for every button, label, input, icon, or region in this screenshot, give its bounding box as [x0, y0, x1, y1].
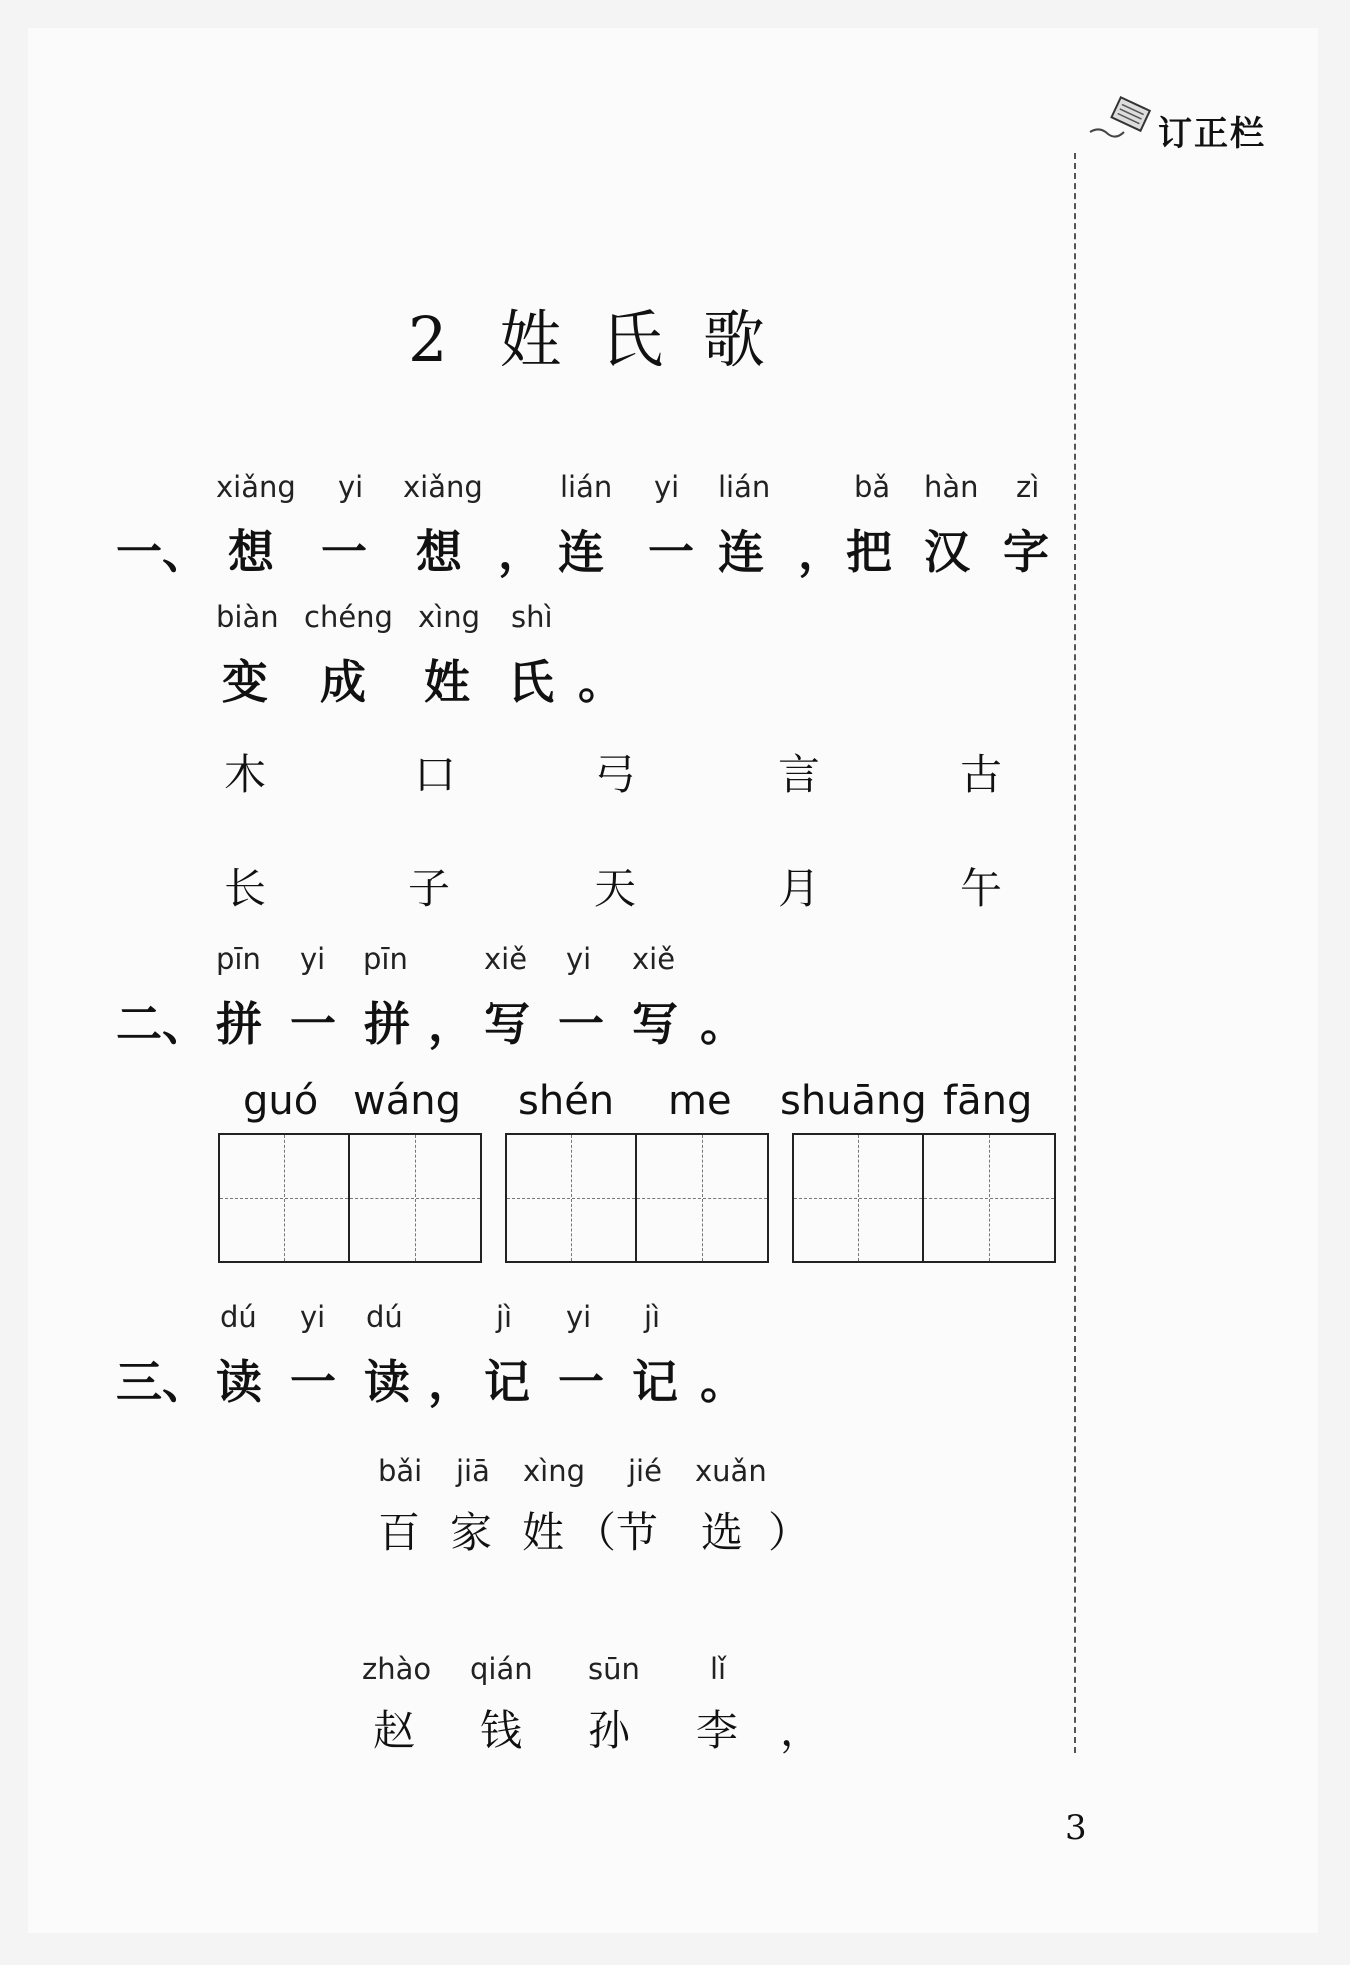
- poem-char: 赵: [373, 1706, 416, 1755]
- poem-title-char: 选: [701, 1508, 744, 1557]
- poem-char: 钱: [480, 1706, 523, 1755]
- match-char[interactable]: 月: [778, 864, 821, 913]
- match-char[interactable]: 长: [224, 864, 267, 913]
- writing-cell[interactable]: [637, 1135, 767, 1261]
- writing-grid[interactable]: [218, 1133, 482, 1263]
- heading-punct: ，: [428, 997, 474, 1051]
- heading-char: 把: [846, 525, 892, 579]
- correction-column-label: 订正栏: [1158, 114, 1266, 154]
- pinyin: lǐ: [710, 1652, 727, 1686]
- poem-title-char: 家: [450, 1508, 493, 1557]
- heading-char: 氏: [508, 655, 554, 709]
- pinyin: pīn: [363, 942, 408, 976]
- pinyin: dú: [366, 1300, 403, 1334]
- writing-cell[interactable]: [924, 1135, 1054, 1261]
- word-pinyin: guó: [243, 1078, 319, 1124]
- pinyin: xuǎn: [695, 1454, 767, 1488]
- lesson-name: 姓 氏 歌: [499, 303, 775, 376]
- pinyin: shì: [511, 600, 553, 634]
- pinyin: yi: [338, 470, 364, 504]
- pinyin: lián: [560, 470, 613, 504]
- heading-char: 想: [228, 525, 274, 579]
- match-char[interactable]: 子: [408, 864, 451, 913]
- heading-char: 拼: [364, 997, 410, 1051]
- match-char[interactable]: 言: [778, 750, 821, 799]
- poem-punct: ，: [780, 1706, 823, 1755]
- writing-grid[interactable]: [792, 1133, 1056, 1263]
- heading-punct: ，: [428, 1355, 474, 1409]
- word-pinyin: shuāng: [780, 1078, 927, 1124]
- pinyin: yi: [566, 942, 592, 976]
- match-char[interactable]: 弓: [594, 750, 637, 799]
- heading-char: 汉: [924, 525, 970, 579]
- pinyin: hàn: [924, 470, 979, 504]
- heading-char: 想: [416, 525, 462, 579]
- heading-char: 读: [364, 1355, 410, 1409]
- heading-char: 一: [558, 1355, 604, 1409]
- pinyin: yi: [566, 1300, 592, 1334]
- pinyin: xiǎng: [403, 470, 483, 504]
- writing-cell[interactable]: [350, 1135, 480, 1261]
- heading-char: 变: [222, 655, 268, 709]
- poem-char: 孙: [588, 1706, 631, 1755]
- heading-char: 一: [321, 525, 367, 579]
- pinyin: xìng: [418, 600, 481, 634]
- pinyin: zhào: [362, 1652, 432, 1686]
- pinyin: bǎi: [378, 1454, 423, 1488]
- pinyin: jì: [496, 1300, 513, 1334]
- heading-char: 一: [648, 525, 694, 579]
- heading-char: 写: [484, 997, 530, 1051]
- pinyin: dú: [220, 1300, 257, 1334]
- heading-char: 拼: [216, 997, 262, 1051]
- writing-cell[interactable]: [507, 1135, 637, 1261]
- worksheet-page: [28, 28, 1318, 1933]
- writing-cell[interactable]: [220, 1135, 350, 1261]
- heading-char: 写: [632, 997, 678, 1051]
- pinyin: xìng: [523, 1454, 586, 1488]
- pinyin: xiǎng: [216, 470, 296, 504]
- heading-char: 字: [1003, 525, 1049, 579]
- word-pinyin: wáng: [353, 1078, 461, 1124]
- page-number: 3: [1065, 1808, 1087, 1848]
- poem-title-char: （节: [574, 1508, 659, 1557]
- pinyin: yi: [300, 1300, 326, 1334]
- word-pinyin: me: [668, 1078, 732, 1124]
- heading-punct: ，: [798, 525, 844, 579]
- pinyin: jiā: [456, 1454, 490, 1488]
- writing-cell[interactable]: [794, 1135, 924, 1261]
- heading-char: 一: [290, 997, 336, 1051]
- pinyin: jì: [644, 1300, 661, 1334]
- writing-grid[interactable]: [505, 1133, 769, 1263]
- heading-char: 读: [216, 1355, 262, 1409]
- pinyin: lián: [718, 470, 771, 504]
- poem-title-char: 百: [378, 1508, 421, 1557]
- heading-punct: 。: [578, 655, 624, 709]
- heading-char: 记: [484, 1355, 530, 1409]
- match-char[interactable]: 古: [960, 750, 1003, 799]
- poem-title-char: ）: [768, 1508, 811, 1557]
- heading-char: 成: [320, 655, 366, 709]
- pinyin: sūn: [588, 1652, 640, 1686]
- heading-char: 一: [290, 1355, 336, 1409]
- match-char[interactable]: 口: [414, 750, 457, 799]
- poem-title-char: 姓: [522, 1508, 565, 1557]
- heading-char: 记: [632, 1355, 678, 1409]
- heading-punct: 。: [700, 1355, 746, 1409]
- lesson-number: 2: [408, 303, 458, 376]
- heading-char: 姓: [424, 655, 470, 709]
- heading-char: 一: [558, 997, 604, 1051]
- pinyin: yi: [654, 470, 680, 504]
- match-char[interactable]: 木: [224, 750, 267, 799]
- lesson-title: [408, 290, 775, 379]
- pinyin: bǎ: [854, 470, 891, 504]
- pinyin: jié: [628, 1454, 662, 1488]
- pinyin: pīn: [216, 942, 261, 976]
- heading-punct: ，: [498, 525, 544, 579]
- word-pinyin: fāng: [943, 1078, 1033, 1124]
- poem-char: 李: [696, 1706, 739, 1755]
- pinyin: yi: [300, 942, 326, 976]
- word-pinyin: shén: [518, 1078, 615, 1124]
- question-number: 三、: [116, 1355, 208, 1409]
- pinyin: zì: [1016, 470, 1040, 504]
- match-char[interactable]: 午: [960, 864, 1003, 913]
- heading-punct: 。: [700, 997, 746, 1051]
- pinyin: biàn: [216, 600, 279, 634]
- heading-char: 连: [718, 525, 764, 579]
- pinyin: xiě: [632, 942, 676, 976]
- question-number: 二、: [116, 997, 208, 1051]
- pinyin: qián: [470, 1652, 533, 1686]
- correction-column-divider: [1074, 153, 1076, 1753]
- pencil-icon: [1088, 90, 1158, 150]
- pinyin: chéng: [304, 600, 393, 634]
- match-char[interactable]: 天: [594, 864, 637, 913]
- pinyin: xiě: [484, 942, 528, 976]
- heading-char: 连: [558, 525, 604, 579]
- question-number: 一、: [116, 525, 208, 579]
